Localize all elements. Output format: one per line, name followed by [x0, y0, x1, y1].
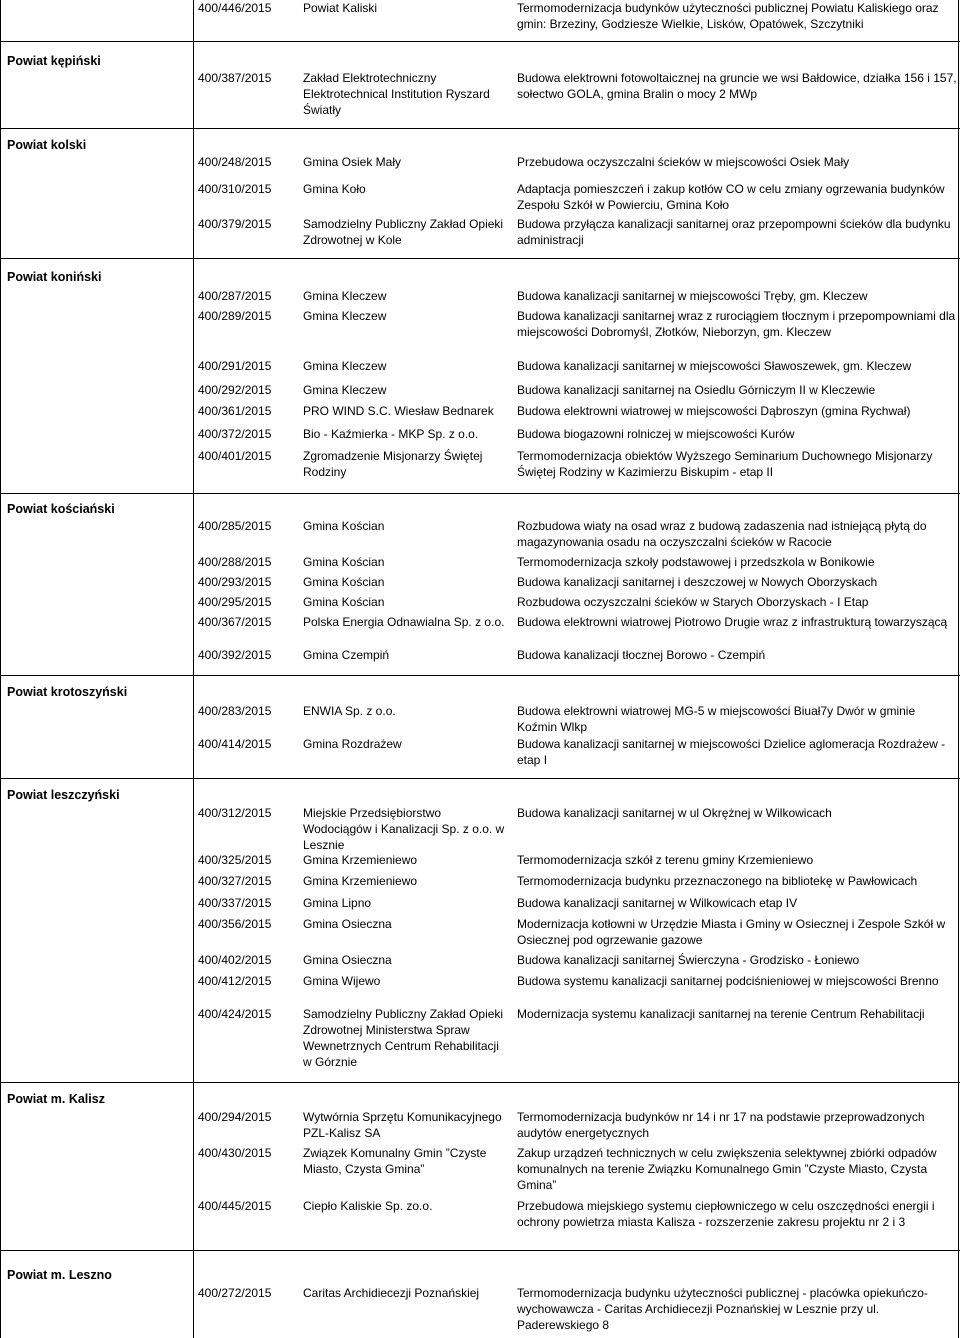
project-description: Termomodernizacja budynku przeznaczonego na bibliotekę w Pawłowicach [517, 874, 918, 888]
left-border [0, 0, 1, 1338]
decision-number: 400/414/2015 [198, 737, 272, 751]
project-description: Budowa elektrowni wiatrowej MG-5 w miejscowości Biuał7y Dwór w gminie Koźmin Wlkp [517, 704, 916, 734]
district-heading: Powiat krotoszyński [7, 685, 128, 699]
project-description: Budowa elektrowni fotowoltaicznej na gruncie we wsi Bałdowice, działka 156 i 157, sołectwo GOLA, gmina Bralin o mocy 2 MWp [517, 71, 957, 101]
beneficiary: Polska Energia Odnawialna Sp. z o.o. [303, 615, 505, 629]
project-description: Budowa kanalizacji tłocznej Borowo - Czempiń [517, 648, 766, 662]
decision-number: 400/387/2015 [198, 71, 272, 85]
district-heading: Powiat kępiński [7, 54, 101, 68]
decision-number: 400/289/2015 [198, 309, 272, 323]
district-heading: Powiat koniński [7, 270, 102, 284]
project-description: Przebudowa oczyszczalni ścieków w miejscowości Osiek Mały [517, 155, 850, 169]
decision-number: 400/372/2015 [198, 427, 272, 441]
project-description: Budowa kanalizacji sanitarnej w miejscowości Dzielice aglomeracja Rozdrażew - etap I [517, 737, 946, 767]
group-separator [0, 778, 960, 779]
group-separator [0, 1250, 960, 1251]
beneficiary: Zgromadzenie Misjonarzy Świętej Rodziny [303, 449, 483, 479]
group-separator [0, 675, 960, 676]
right-border [958, 0, 959, 1338]
decision-number: 400/312/2015 [198, 806, 272, 820]
decision-number: 400/327/2015 [198, 874, 272, 888]
decision-number: 400/288/2015 [198, 555, 272, 569]
project-description: Przebudowa miejskiego systemu ciepłowniczego w celu oszczędności energii i ochrony powietrza miasta Kalisza - rozszerzenie zakresu projektu nr 2 i 3 [517, 1199, 935, 1229]
decision-number: 400/310/2015 [198, 182, 272, 196]
beneficiary: Związek Komunalny Gmin ”Czyste Miasto, Czysta Gmina” [303, 1146, 487, 1176]
project-description: Termomodernizacja budynków nr 14 i nr 17 na podstawie przeprowadzonych audytów energetycznych [517, 1110, 925, 1140]
beneficiary: Gmina Koło [303, 182, 366, 196]
beneficiary: Samodzielny Publiczny Zakład Opieki Zdrowotnej Ministerstwa Spraw Wewnetrznych Centrum Rehabilitacji w Górznie [303, 1007, 504, 1069]
project-description: Rozbudowa oczyszczalni ścieków w Starych Oborzyskach - I Etap [517, 595, 869, 609]
project-description: Termomodernizacja budynku użyteczności publicznej - placówka opiekuńczo-wychowawcza - Caritas Archidiecezji Poznańskiej w Lesznie przy ul. Paderewskiego 8 [517, 1286, 928, 1332]
project-description: Budowa elektrowni wiatrowej Piotrowo Drugie wraz z infrastrukturą towarzyszącą [517, 615, 948, 629]
project-description: Rozbudowa wiaty na osad wraz z budową zadaszenia nad istniejącą płytą do magazynowania osadu na oczyszczalni ścieków w Racocie [517, 519, 927, 549]
project-description: Budowa kanalizacji sanitarnej Świerczyna - Grodzisko - Łoniewo [517, 953, 860, 967]
project-description: Termomodernizacja szkoły podstawowej i przedszkola w Bonikowie [517, 555, 875, 569]
decision-number: 400/285/2015 [198, 519, 272, 533]
decision-number: 400/379/2015 [198, 217, 272, 231]
beneficiary: Samodzielny Publiczny Zakład Opieki Zdrowotnej w Kole [303, 217, 504, 247]
project-description: Budowa kanalizacji sanitarnej w ul Okrężnej w Wilkowicach [517, 806, 832, 820]
decision-number: 400/446/2015 [198, 1, 272, 15]
decision-number: 400/272/2015 [198, 1286, 272, 1300]
beneficiary: Miejskie Przedsiębiorstwo Wodociągów i Kanalizacji Sp. z o.o. w Lesznie [303, 806, 505, 852]
beneficiary: Gmina Osieczna [303, 917, 392, 931]
beneficiary: Gmina Kościan [303, 595, 385, 609]
decision-number: 400/293/2015 [198, 575, 272, 589]
decision-number: 400/291/2015 [198, 359, 272, 373]
beneficiary: Bio - Kaźmierka - MKP Sp. z o.o. [303, 427, 479, 441]
beneficiary: Gmina Kleczew [303, 359, 387, 373]
decision-number: 400/248/2015 [198, 155, 272, 169]
decision-number: 400/325/2015 [198, 853, 272, 867]
decision-number: 400/283/2015 [198, 704, 272, 718]
beneficiary: Gmina Wijewo [303, 974, 381, 988]
beneficiary: Gmina Osieczna [303, 953, 392, 967]
project-description: Termomodernizacja szkół z terenu gminy Krzemieniewo [517, 853, 814, 867]
beneficiary: Gmina Kościan [303, 519, 385, 533]
beneficiary: PRO WIND S.C. Wiesław Bednarek [303, 404, 494, 418]
decision-number: 400/402/2015 [198, 953, 272, 967]
project-description: Modernizacja systemu kanalizacji sanitarnej na terenie Centrum Rehabilitacji [517, 1007, 925, 1021]
decision-number: 400/295/2015 [198, 595, 272, 609]
project-description: Budowa kanalizacji sanitarnej w Wilkowicach etap IV [517, 896, 798, 910]
group-separator [0, 258, 960, 259]
beneficiary: Gmina Kościan [303, 555, 385, 569]
district-heading: Powiat kolski [7, 138, 87, 152]
beneficiary: Gmina Kleczew [303, 383, 387, 397]
decision-number: 400/367/2015 [198, 615, 272, 629]
project-description: Modernizacja kotłowni w Urzędzie Miasta i Gminy w Osiecznej i Zespole Szkół w Osiecznej pod ogrzewanie gazowe [517, 917, 946, 947]
decision-number: 400/356/2015 [198, 917, 272, 931]
project-description: Budowa kanalizacji sanitarnej w miejscowości Tręby, gm. Kleczew [517, 289, 868, 303]
beneficiary: Gmina Krzemieniewo [303, 853, 418, 867]
project-description: Zakup urządzeń technicznych w celu zwiększenia selektywnej zbiórki odpadów komunalnych na terenie Związku Komunalnego Gmin ”Czyste Miasto, Czysta Gmina” [517, 1146, 937, 1192]
beneficiary: ENWIA Sp. z o.o. [303, 704, 396, 718]
project-description: Budowa systemu kanalizacji sanitarnej podciśnieniowej w miejscowości Brenno [517, 974, 939, 988]
group-separator [0, 1082, 960, 1083]
beneficiary: Wytwórnia Sprzętu Komunikacyjnego PZL-Kalisz SA [303, 1110, 502, 1140]
beneficiary: Ciepło Kaliskie Sp. zo.o. [303, 1199, 433, 1213]
district-heading: Powiat leszczyński [7, 788, 120, 802]
beneficiary: Caritas Archidiecezji Poznańskiej [303, 1286, 480, 1300]
group-separator [0, 493, 960, 494]
group-separator [0, 128, 960, 129]
project-description: Budowa kanalizacji sanitarnej i deszczowej w Nowych Oborzyskach [517, 575, 878, 589]
decision-number: 400/292/2015 [198, 383, 272, 397]
project-description: Adaptacja pomieszczeń i zakup kotłów CO w celu zmiany ogrzewania budynków Zespołu Szkół w Powierciu, Gmina Koło [517, 182, 945, 212]
beneficiary: Gmina Kleczew [303, 289, 387, 303]
beneficiary: Zakład Elektrotechniczny Elektrotechnical Institution Ryszard Światły [303, 71, 490, 117]
decision-number: 400/412/2015 [198, 974, 272, 988]
project-description: Budowa przyłącza kanalizacji sanitarnej oraz przepompowni ścieków dla budynku administracji [517, 217, 951, 247]
column-divider [193, 0, 194, 1338]
project-description: Budowa kanalizacji sanitarnej w miejscowości Sławoszewek, gm. Kleczew [517, 359, 912, 373]
decision-number: 400/392/2015 [198, 648, 272, 662]
project-description: Budowa elektrowni wiatrowej w miejscowości Dąbroszyn (gmina Rychwał) [517, 404, 911, 418]
project-description: Budowa biogazowni rolniczej w miejscowości Kurów [517, 427, 795, 441]
decision-number: 400/361/2015 [198, 404, 272, 418]
beneficiary: Gmina Czempiń [303, 648, 390, 662]
beneficiary: Gmina Kościan [303, 575, 385, 589]
project-description: Termomodernizacja budynków użyteczności publicznej Powiatu Kaliskiego oraz gmin: Brzeziny, Godziesze Wielkie, Lisków, Opatówek, Szczytniki [517, 1, 939, 31]
decision-number: 400/401/2015 [198, 449, 272, 463]
decision-number: 400/424/2015 [198, 1007, 272, 1021]
project-description: Termomodernizacja obiektów Wyższego Seminarium Duchownego Misjonarzy Świętej Rodziny w Kazimierzu Biskupim - etap II [517, 449, 933, 479]
decision-number: 400/430/2015 [198, 1146, 272, 1160]
decision-number: 400/445/2015 [198, 1199, 272, 1213]
district-heading: Powiat m. Kalisz [7, 1092, 105, 1106]
district-heading: Powiat m. Leszno [7, 1268, 112, 1282]
project-description: Budowa kanalizacji sanitarnej na Osiedlu Górniczym II w Kleczewie [517, 383, 876, 397]
group-separator [0, 41, 960, 42]
decision-number: 400/294/2015 [198, 1110, 272, 1124]
beneficiary: Gmina Krzemieniewo [303, 874, 418, 888]
beneficiary: Gmina Lipno [303, 896, 372, 910]
beneficiary: Gmina Osiek Mały [303, 155, 402, 169]
beneficiary: Gmina Kleczew [303, 309, 387, 323]
beneficiary: Gmina Rozdrażew [303, 737, 402, 751]
decision-number: 400/337/2015 [198, 896, 272, 910]
project-description: Budowa kanalizacji sanitarnej wraz z rurociągiem tłocznym i przepompowniami dla miejscowości Dobromyśl, Złotków, Nieborzyn, gm. Kleczew [517, 309, 956, 339]
decision-number: 400/287/2015 [198, 289, 272, 303]
district-heading: Powiat kościański [7, 502, 115, 516]
beneficiary: Powiat Kaliski [303, 1, 378, 15]
